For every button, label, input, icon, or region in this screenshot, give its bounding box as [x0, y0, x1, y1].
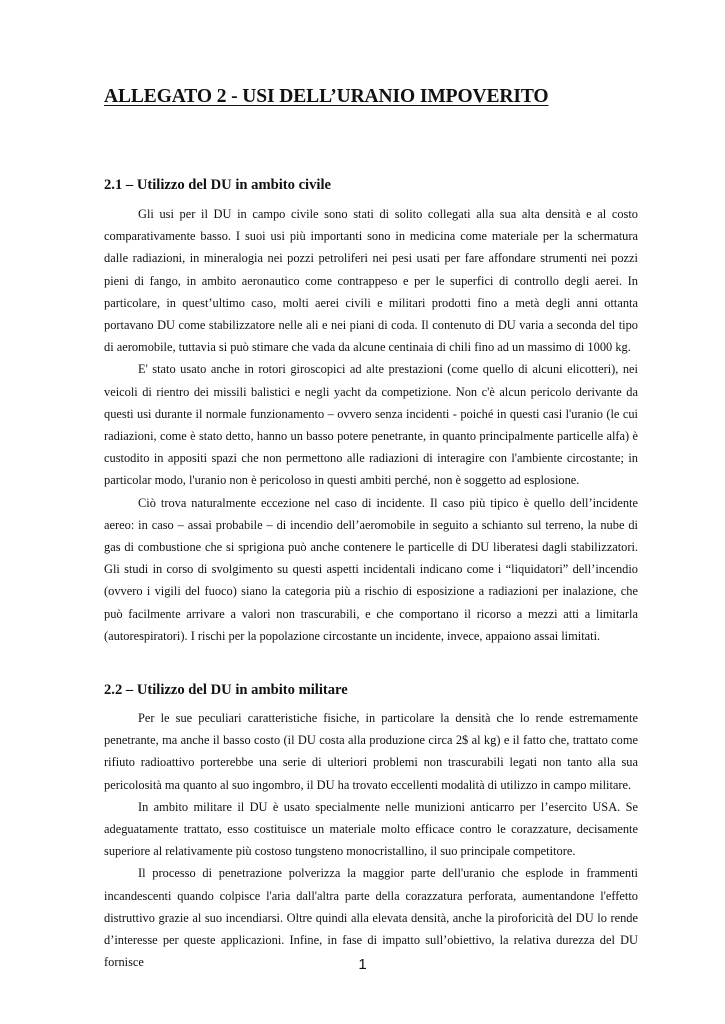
page-number: 1 — [358, 956, 367, 973]
section-body-military — [104, 707, 638, 973]
paragraph: Ciò trova naturalmente eccezione nel caso di incidente. Il caso più tipico è quello dell’incidente aereo: in caso – assai probabile – di incendio dell’aeromobile in seguito a schianto sul terreno, la nube di gas di combustione che si sprigiona può anche contenere le particelle di DU liberatesi dagli stabilizzatori. Gli studi in corso di svolgimento su questi aspetti incidentali indicano come i “liquidatori” dell’incendio (ovvero i vigili del fuoco) siano la categoria più a rischio di esposizione a radiazioni per inalazione, che può facilmente arrivare a valori non trascurabili, e che comportano il ricorso a mezzi atti a limitarla (autorespiratori). I rischi per la popolazione circostante un incidente, invece, appaiono assai limitati. — [104, 495, 638, 643]
paragraph: Il processo di penetrazione polverizza la maggior parte dell'uranio che esplode in frammenti incandescenti quando colpisce l'aria dall'altra parte della corazzatura perforata, aumentandone l'effetto distruttivo grazie al suo incendiarsi. Oltre quindi alla elevata densità, anche la piroforicità del DU lo rende d’interesse per queste applicazioni. Infine, in fase di impatto sull’obiettivo, la relativa durezza del DU fornisce — [104, 866, 638, 970]
paragraph: Gli usi per il DU in campo civile sono stati di solito collegati alla sua alta densità e al costo comparativamente basso. I suoi usi più importanti sono in medicina come materiale per la schermatura dalle radiazioni, in mineralogia nei pozzi petroliferi nei pesi usati per fare affondare strumenti nei pozzi pieni di fango, in ambito aeronautico come contrappeso e per le superfici di controllo degli aerei. In particolare, in quest’ultimo caso, molti aerei civili e militari prodotti fino a metà degli anni ottanta portavano DU come stabilizzatore nelle ali e nei piani di coda. Il contenuto di DU varia a seconda del tipo di aeromobile, tuttavia si può stimare che vada da alcune centinaia di chili fino ad un massimo di 1000 kg. — [104, 207, 638, 355]
section-heading-military: 2.2 – Utilizzo del DU in ambito militare — [104, 682, 348, 698]
paragraph: Per le sue peculiari caratteristiche fisiche, in particolare la densità che lo rende estremamente penetrante, ma anche il basso costo (il DU costa alla produzione circa 2$ al kg) e il fatto che, trattato come rifiuto radioattivo porterebbe una serie di ulteriori problemi non trascurabili legati non tanto alla sua pericolosità ma quanto al suo ingombro, il DU ha trovato eccellenti modalità di utilizzo in campo militare. — [104, 711, 638, 792]
paragraph: In ambito militare il DU è usato specialmente nelle munizioni anticarro per l’esercito USA. Se adeguatamente trattato, esso costituisce un materiale molto efficace contro le corazzature, decisamente superiore al relativamente più costoso tungsteno monocristallino, il suo principale competitore. — [104, 799, 638, 859]
section-body-civil — [104, 203, 638, 647]
section-heading-civil: 2.1 – Utilizzo del DU in ambito civile — [104, 177, 331, 193]
page-title: ALLEGATO 2 - USI DELL’URANIO IMPOVERITO — [104, 86, 549, 107]
paragraph: E' stato usato anche in rotori giroscopici ad alte prestazioni (come quello di alcuni elicotteri), nei veicoli di rientro dei missili balistici e negli yacht da competizione. Non c'è alcun pericolo derivante da questi usi durante il normale funzionamento – ovvero senza incidenti - poiché in questi casi l'uranio (le cui radiazioni, come è stato detto, hanno un basso potere penetrante, in quanto principalmente particelle alfa) è custodito in appositi spazi che non permettono alle radiazioni di interagire con l'ambiente circostante; in particolar modo, l'uranio non è pericoloso in questi ambiti perché, non è soggetto ad esplosione. — [104, 362, 638, 488]
